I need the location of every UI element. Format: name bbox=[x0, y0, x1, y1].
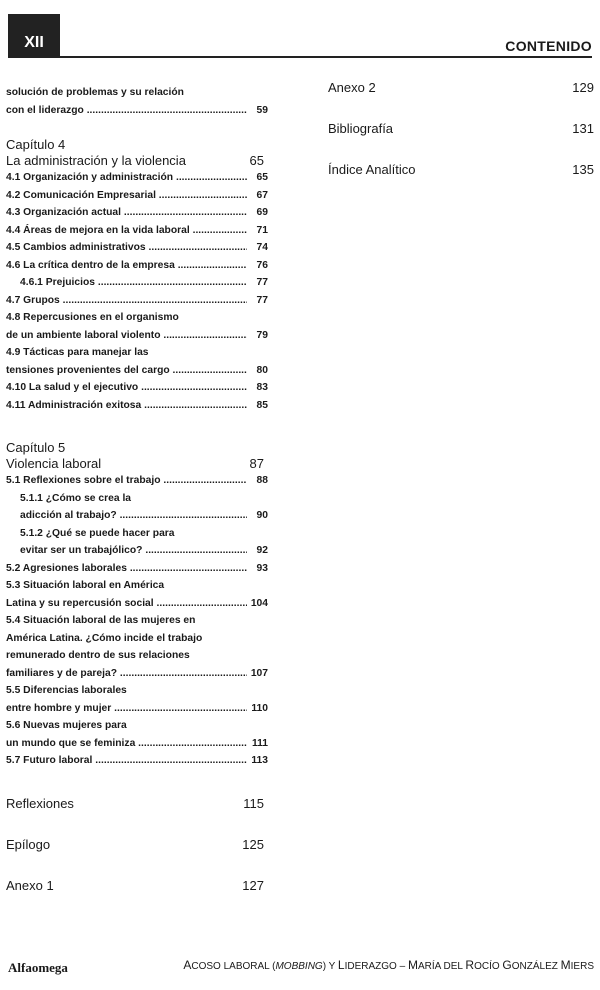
toc-section-page: 115 bbox=[243, 795, 264, 811]
toc-entry-5-7[interactable] bbox=[6, 752, 268, 770]
book-title-footer bbox=[183, 958, 594, 972]
toc-entry-text: 4.1 Organización y administración ..... bbox=[6, 169, 247, 187]
header-rule bbox=[8, 56, 592, 58]
toc-entry-page: 83 bbox=[256, 382, 268, 393]
toc-indice-analitico[interactable] bbox=[328, 162, 594, 177]
toc-entry-text: 4.11 Administración exitosa ..... bbox=[6, 397, 247, 415]
book-title-part: ONZÁLEZ bbox=[511, 961, 561, 972]
book-title-part: A bbox=[183, 958, 192, 972]
toc-entry-4-11[interactable] bbox=[6, 397, 268, 415]
section-title: CONTENIDO bbox=[505, 38, 592, 54]
toc-section-title: Anexo 2 bbox=[328, 80, 376, 95]
book-title-part: COSO LABORAL ( bbox=[191, 961, 276, 972]
toc-entry-page: 71 bbox=[256, 224, 268, 236]
toc-entry-text: un mundo que se feminiza ..... bbox=[6, 735, 247, 753]
toc-entry-5-4[interactable] bbox=[6, 665, 268, 683]
book-title-part: G bbox=[502, 958, 512, 972]
toc-section-title: Índice Analítico bbox=[328, 162, 416, 177]
toc-entry-5-5-line1: 5.5 Diferencias laborales bbox=[6, 685, 127, 696]
toc-entry-page: 93 bbox=[256, 562, 268, 574]
toc-entry-text: 5.2 Agresiones laborales ..... bbox=[6, 560, 247, 578]
toc-entry-5-4-line1: 5.4 Situación laboral de las mujeres en bbox=[6, 615, 196, 626]
toc-entry-text: adicción al trabajo? ..... bbox=[20, 507, 247, 525]
toc-entry-text: tensiones provenientes del cargo ..... bbox=[6, 362, 247, 380]
toc-entry-text: evitar ser un trabajólico? ..... bbox=[20, 542, 247, 560]
book-title-part: ARÍA DEL bbox=[417, 961, 466, 972]
toc-entry-4-6[interactable] bbox=[6, 257, 268, 275]
toc-section-page: 129 bbox=[572, 80, 594, 95]
toc-entry-4-2[interactable] bbox=[6, 187, 268, 205]
toc-entry-5-5[interactable] bbox=[6, 700, 268, 718]
toc-entry-page: 111 bbox=[251, 737, 268, 749]
toc-entry-5-1-1-line1: 5.1.1 ¿Cómo se crea la bbox=[20, 492, 132, 504]
chapter-5-page: 87 bbox=[249, 456, 264, 471]
toc-entry-page: 110 bbox=[251, 702, 268, 714]
toc-section-page: 127 bbox=[242, 877, 264, 893]
book-title-part: IERS bbox=[570, 961, 594, 972]
toc-entry-5-3-line1: 5.3 Situación laboral en América bbox=[6, 580, 165, 591]
toc-entry-text: 5.7 Futuro laboral ..... bbox=[6, 752, 247, 770]
toc-entry-text: familiares y de pareja? ..... bbox=[6, 665, 247, 683]
toc-bibliografia[interactable] bbox=[328, 121, 594, 136]
book-title-part: M bbox=[407, 958, 418, 972]
toc-entry-4-3[interactable] bbox=[6, 204, 268, 222]
toc-left-column bbox=[6, 84, 268, 893]
toc-entry-text: 4.6 La crítica dentro de la empresa ..... bbox=[6, 257, 247, 275]
toc-entry-4-6-1[interactable] bbox=[6, 274, 268, 292]
toc-entry-page: 77 bbox=[256, 294, 268, 306]
toc-section-page: 125 bbox=[242, 836, 264, 852]
toc-entry-5-6[interactable] bbox=[6, 735, 268, 753]
chapter-5-title: Violencia laboral bbox=[6, 456, 102, 471]
toc-anexo-2[interactable] bbox=[328, 80, 594, 95]
toc-entry-4-10[interactable] bbox=[6, 379, 268, 397]
toc-reflexiones[interactable] bbox=[6, 796, 268, 811]
toc-entry-page: 107 bbox=[250, 667, 268, 679]
book-title-part: IDERAZGO – bbox=[344, 961, 408, 972]
toc-entry-4-4[interactable] bbox=[6, 222, 268, 240]
toc-anexo-1[interactable] bbox=[6, 878, 268, 893]
chapter-4-heading[interactable] bbox=[6, 153, 268, 169]
toc-entry-5-1-2[interactable] bbox=[6, 542, 268, 560]
toc-entry-text: 4.5 Cambios administrativos ..... bbox=[6, 239, 247, 257]
toc-entry-page: 69 bbox=[256, 207, 268, 218]
toc-entry-page: 65 bbox=[256, 172, 268, 183]
toc-entry-text: 4.3 Organización actual ..... bbox=[6, 204, 247, 222]
toc-entry-text: 4.6.1 Prejuicios ..... bbox=[20, 274, 247, 292]
toc-entry-page: 74 bbox=[256, 242, 268, 253]
chapter-4-title: La administración y la violencia bbox=[6, 153, 186, 168]
toc-entry-4-5[interactable] bbox=[6, 239, 268, 257]
toc-entry-4-7[interactable] bbox=[6, 292, 268, 310]
toc-entry-text: 5.1 Reflexiones sobre el trabajo ..... bbox=[6, 472, 247, 490]
toc-entry-4-9-line1: 4.9 Tácticas para manejar las bbox=[6, 347, 149, 358]
toc-entry-5-4-line3: remunerado dentro de sus relaciones bbox=[6, 650, 190, 661]
toc-entry-5-3[interactable] bbox=[6, 595, 268, 613]
chapter-4-page: 65 bbox=[249, 153, 264, 168]
toc-entry-page: 80 bbox=[256, 364, 268, 376]
toc-entry-text: entre hombre y mujer ..... bbox=[6, 700, 247, 718]
toc-entry-5-2[interactable] bbox=[6, 560, 268, 578]
toc-entry-5-1[interactable] bbox=[6, 472, 268, 490]
chapter-4-label: Capítulo 4 bbox=[6, 137, 66, 152]
toc-entry-text: con el liderazgo ..... bbox=[6, 102, 247, 120]
toc-entry-page: 113 bbox=[251, 755, 268, 766]
toc-entry-5-1-2-line1: 5.1.2 ¿Qué se puede hacer para bbox=[20, 527, 175, 539]
toc-entry-text: 4.2 Comunicación Empresarial ..... bbox=[6, 187, 247, 205]
toc-section-title: Epílogo bbox=[6, 836, 51, 852]
toc-entry-continued[interactable] bbox=[6, 102, 268, 120]
toc-entry-page: 88 bbox=[256, 475, 268, 486]
toc-entry-page: 104 bbox=[250, 597, 268, 609]
toc-section-title: Anexo 1 bbox=[6, 877, 54, 893]
toc-entry-5-4-line2: América Latina. ¿Cómo incide el trabajo bbox=[6, 632, 203, 644]
toc-entry-page: 79 bbox=[256, 329, 268, 341]
toc-right-column bbox=[328, 80, 594, 177]
book-title-part: OCÍO bbox=[474, 961, 503, 972]
toc-entry-4-8-line1: 4.8 Repercusiones en el organismo bbox=[6, 312, 179, 323]
toc-entry-4-1[interactable] bbox=[6, 169, 268, 187]
toc-entry-page: 90 bbox=[256, 510, 268, 521]
toc-entry-continued-line1: solución de problemas y su relación bbox=[6, 87, 184, 98]
toc-entry-page: 67 bbox=[256, 189, 268, 201]
toc-entry-page: 85 bbox=[256, 399, 268, 411]
toc-entry-5-1-1[interactable] bbox=[6, 507, 268, 525]
toc-entry-page: 59 bbox=[256, 104, 268, 116]
toc-entry-page: 76 bbox=[256, 259, 268, 271]
toc-entry-4-9[interactable] bbox=[6, 362, 268, 380]
book-title-part: R bbox=[465, 958, 475, 972]
toc-entry-text: 4.4 Áreas de mejora en la vida laboral ..... bbox=[6, 222, 247, 240]
toc-section-title: Reflexiones bbox=[6, 795, 74, 811]
toc-section-page: 131 bbox=[572, 121, 594, 136]
page-number-box bbox=[8, 14, 60, 58]
book-title-part: M bbox=[560, 958, 571, 972]
toc-entry-text: Latina y su repercusión social ..... bbox=[6, 595, 247, 613]
book-title-part: ) Y bbox=[322, 961, 338, 972]
page-number: XII bbox=[24, 34, 44, 51]
toc-entry-page: 77 bbox=[256, 277, 268, 288]
toc-entry-4-8[interactable] bbox=[6, 327, 268, 345]
toc-section-title: Bibliografía bbox=[328, 121, 394, 136]
book-title-part: MOBBING bbox=[275, 961, 323, 972]
publisher-name: Alfaomega bbox=[8, 960, 68, 975]
toc-entry-5-6-line1: 5.6 Nuevas mujeres para bbox=[6, 720, 127, 731]
chapter-5-heading[interactable] bbox=[6, 456, 268, 472]
book-title-part: L bbox=[337, 958, 345, 972]
toc-section-page: 135 bbox=[572, 162, 594, 177]
toc-entry-text: 4.7 Grupos ..... bbox=[6, 292, 247, 310]
chapter-5-label: Capítulo 5 bbox=[6, 440, 66, 455]
toc-entry-text: 4.10 La salud y el ejecutivo ..... bbox=[6, 379, 247, 397]
toc-entry-page: 92 bbox=[256, 545, 268, 556]
toc-entry-text: de un ambiente laboral violento ..... bbox=[6, 327, 247, 345]
toc-epilogo[interactable] bbox=[6, 837, 268, 852]
